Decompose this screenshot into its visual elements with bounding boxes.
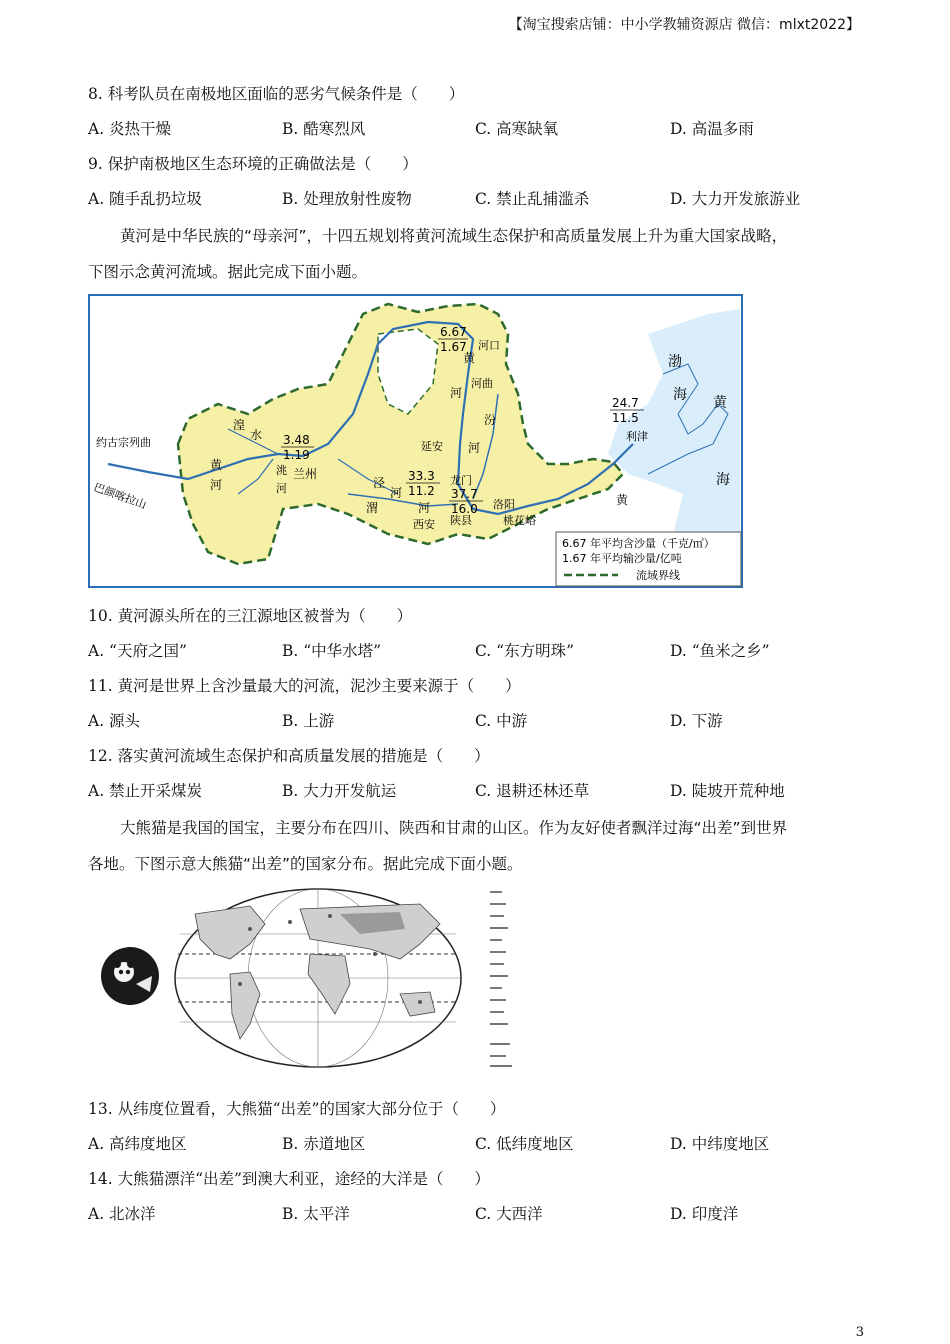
label-xian: 西安 [413,518,435,531]
question-8-stem: 8. 科考队员在南极地区面临的恶劣气候条件是（ ） [88,85,465,103]
q10-option-c: C. “东方明珠” [475,642,575,660]
label-wei1: 渭 [366,501,379,515]
station-hekou-load: 1.67 [440,340,467,354]
label-huang-n1: 黄 [463,351,476,365]
label-bayan: 巴颜喀拉山 [91,480,149,512]
question-9-stem: 9. 保护南极地区生态环境的正确做法是（ ） [88,155,418,173]
q9-option-b: B. 处理放射性废物 [282,190,412,208]
label-jing2: 河 [390,486,403,500]
q12-option-c: C. 退耕还林还草 [475,782,590,800]
station-longmen-load: 11.2 [408,484,435,498]
q13-option-b: B. 赤道地区 [282,1135,366,1153]
label-lanzhou: 兰州 [293,467,318,481]
q8-option-d: D. 高温多雨 [670,120,754,138]
station-hekou-concentration: 6.67 [440,325,467,339]
q14-option-b: B. 太平洋 [282,1205,350,1223]
q10-option-a: A. “天府之国” [88,642,187,660]
label-longmen: 龙门 [450,474,472,487]
q13-option-d: D. 中纬度地区 [670,1135,770,1153]
page-number: 3 [855,1325,864,1340]
label-hequ: 河曲 [471,377,493,390]
station-lijin-concentration: 24.7 [612,396,639,410]
station-hekou [438,325,468,354]
station-shanxian-concentration: 37.7 [451,487,478,501]
q8-option-a: A. 炎热干燥 [88,120,172,138]
q11-option-c: C. 中游 [475,712,528,730]
question-11-stem: 11. 黄河是世界上含沙量最大的河流，泥沙主要来源于（ ） [88,677,521,695]
label-huang-w2: 河 [210,478,223,492]
station-lanzhou-load: 1.19 [283,448,310,462]
label-luoyang: 洛阳 [493,498,515,511]
q14-option-c: C. 大西洋 [475,1205,543,1223]
legend-line3: 流域界线 [636,569,680,582]
label-yanan: 延安 [421,440,443,453]
q8-option-b: B. 酷寒烈风 [282,120,366,138]
label-huang-w1: 黄 [210,458,223,472]
label-huang-e: 黄 [616,493,629,507]
label-hekou: 河口 [478,339,500,352]
q12-option-d: D. 陡坡开荒种地 [670,782,785,800]
label-taohe1: 洮 [276,464,287,477]
label-wei2: 河 [418,501,431,515]
q11-option-b: B. 上游 [282,712,335,730]
q10-option-b: B. “中华水塔” [282,642,382,660]
q10-option-d: D. “鱼米之乡” [670,642,770,660]
q11-option-a: A. 源头 [88,712,141,730]
label-lijin: 利津 [626,430,648,443]
label-yuegu: 约古宗列曲 [96,436,151,449]
panda-intro-line1: 大熊猫是我国的国宝，主要分布在四川、陕西和甘肃的山区。作为友好使者飘洋过海“出差”到世界 [120,819,788,837]
yellow-river-intro-line1: 黄河是中华民族的“母亲河”，十四五规划将黄河流域生态保护和高质量发展上升为重大国家战略， [120,227,788,245]
question-14-stem: 14. 大熊猫漂洋“出差”到澳大利亚，途经的大洋是（ ） [88,1170,490,1188]
q12-option-b: B. 大力开发航运 [282,782,397,800]
station-lanzhou [281,433,314,462]
station-lijin-load: 11.5 [612,411,639,425]
legend-line1: 6.67 年平均含沙量（千克/㎥） [562,537,715,550]
label-huanghai1: 黄 [713,395,727,411]
question-10-stem: 10. 黄河源头所在的三江源地区被誉为（ ） [88,607,413,625]
q13-option-c: C. 低纬度地区 [475,1135,574,1153]
label-huang-n2: 河 [450,386,463,400]
legend-line2: 1.67 年平均输沙量/亿吨 [562,552,682,565]
label-huanghai2: 海 [716,472,730,488]
q8-option-c: C. 高寒缺氧 [475,120,559,138]
label-jing1: 泾 [373,476,386,490]
q9-option-a: A. 随手乱扔垃圾 [88,190,203,208]
map-legend-list [490,892,512,1066]
label-taohe2: 河 [276,482,287,495]
q9-option-c: C. 禁止乱捕滥杀 [475,190,590,208]
station-shanxian-load: 16.0 [451,502,478,516]
label-huang-w4: 湟 [233,418,246,432]
panda-logo [101,947,159,1005]
q14-option-d: D. 印度洋 [670,1205,739,1223]
label-huang-w3: 水 [250,428,263,442]
q14-option-a: A. 北冰洋 [88,1205,156,1223]
panda-world-map [100,884,532,1072]
q12-option-a: A. 禁止开采煤炭 [88,782,203,800]
label-bohai2: 海 [673,387,687,403]
panda-intro-line2: 各地。下图示意大熊猫“出差”的国家分布。据此完成下面小题。 [88,855,523,873]
label-fen1: 汾 [484,413,497,427]
station-lanzhou-concentration: 3.48 [283,433,310,447]
q13-option-a: A. 高纬度地区 [88,1135,187,1153]
yellow-river-intro-line2: 下图示念黄河流域。据此完成下面小题。 [88,263,368,281]
label-shanxian: 陕县 [450,514,472,527]
q11-option-d: D. 下游 [670,712,723,730]
label-fen2: 河 [468,441,481,455]
label-bohai1: 渤 [668,354,682,370]
label-taohuayu: 桃花峪 [503,514,536,527]
question-13-stem: 13. 从纬度位置看，大熊猫“出差”的国家大部分位于（ ） [88,1100,506,1118]
station-longmen-concentration: 33.3 [408,469,435,483]
q9-option-d: D. 大力开发旅游业 [670,190,801,208]
yellow-river-basin-map [88,294,743,588]
question-12-stem: 12. 落实黄河流域生态保护和高质量发展的措施是（ ） [88,747,490,765]
page-header: 【淘宝搜索店铺：中小学教辅资源店 微信：mlxt2022】 [508,17,860,33]
